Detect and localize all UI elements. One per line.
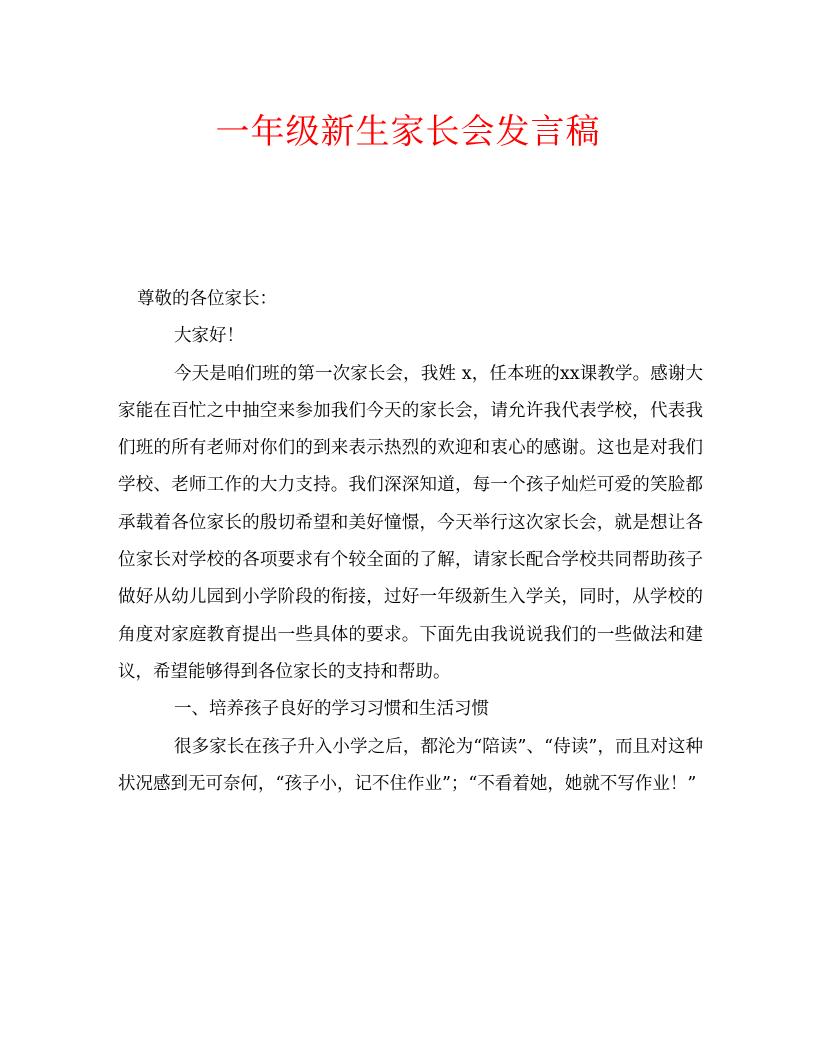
- intro-paragraph: 今天是咱们班的第一次家长会，我姓 x，任本班的xx课教学。感谢大家能在百忙之中抽空来参加我们今天的家长会，请允许我代表学校，代表我们班的所有老师对你们的到来表示热烈的欢迎和衷心的感谢。这也是对我们学校、老师工作的大力支持。我们深深知道，每一个孩子灿烂可爱的笑脸都承载着各位家长的殷切希望和美好憧憬，今天举行这次家长会，就是想让各位家长对学校的各项要求有个较全面的了解，请家长配合学校共同帮助孩子做好从幼儿园到小学阶段的衔接，过好一年级新生入学关，同时，从学校的角度对家庭教育提出一些具体的要求。下面先由我说说我们的一些做法和建议，希望能够得到各位家长的支持和帮助。: [118, 363, 703, 682]
- body-paragraph: 很多家长在孩子升入小学之后，都沦为“陪读”、“侍读”，而且对这种状况感到无可奈何，“孩子小，记不住作业”；“不看着她，她就不写作业！”: [118, 736, 703, 794]
- section-heading: 一、培养孩子良好的学习习惯和生活习惯: [174, 699, 489, 720]
- greeting-paragraph: 大家好！: [174, 326, 244, 347]
- document-title: 一年级新生家长会发言稿: [215, 112, 601, 152]
- document-body: [118, 281, 703, 803]
- salutation-paragraph: 尊敬的各位家长：: [137, 289, 277, 309]
